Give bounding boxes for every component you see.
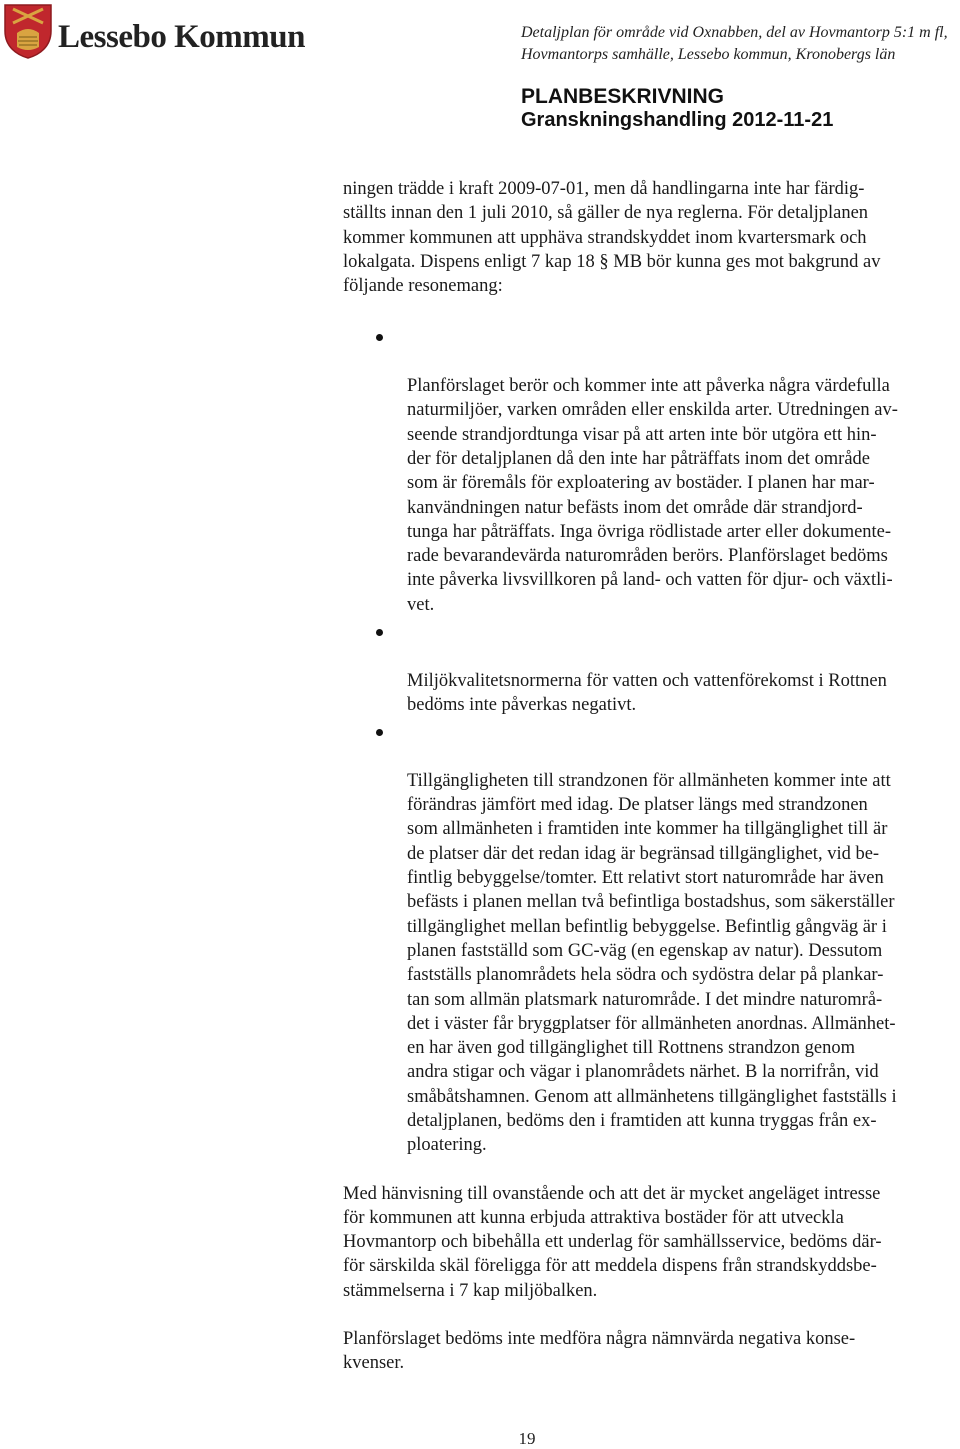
logo-text: Lessebo Kommun xyxy=(58,19,305,55)
bullet-icon xyxy=(376,629,383,636)
page-header xyxy=(0,0,960,140)
list-item-text: Planförslaget berör och kommer inte att påverka några värdefulla naturmiljöer, varken områden eller enskilda arter. Utredningen av- seende strandjordtunga visar på att arten inte bör utgöra ett hin- der för detaljplanen då den inte har påträffats inom det område som är föremåls för exploatering av bostäder. I planen har mar- kanvändningen natur befästs inom det område där strandjord- tunga har påträffats. Inga övriga rödlistade arter eller dokumente- rade bevarandevärda naturområden berörs. Planförslaget bedöms inte påverka livsvillkoren på land- och vatten för djur- och växtli- vet. xyxy=(407,376,898,615)
list-item-text: Tillgängligheten till strandzonen för allmänheten kommer inte att förändras jämfört med idag. De platser längs med strandzonen som allmänheten i framtiden inte kommer ha tillgänglighet till är de platser där det redan idag är begränsad tillgänglighet, vid be- fintlig bebyggelse/tomter. Ett relativt stort naturområde har även befästs i planen mellan två befintliga bostadshus, som säkerställer tillgänglighet mellan befintlig bebyggelse. Befintlig gångväg är i planen fastställd som GC-väg (en egenskap av natur). Dessutom fastställs planområdets hela södra och sydöstra delar på plankar- tan som allmän platsmark naturområde. I det mindre naturområ- det i väster får bryggplatser för allmänheten anordnas. Allmänhet- en har även god tillgänglighet till Rottnens strandzon genom andra stigar och vägar i planområdets närhet. B la norrifrån, vid småbåtshamnen. Genom att allmänhetens tillgänglighet fastställs i detaljplanen, bedöms den i framtiden att kunna tryggas från ex- ploatering. xyxy=(407,770,897,1156)
page-title: PLANBESKRIVNING xyxy=(521,85,725,108)
bullet-icon xyxy=(376,729,383,736)
reasoning-list xyxy=(343,325,955,1157)
document-reference-line-1: Detaljplan för område vid Oxnabben, del av Hovmantorp 5:1 m fl, xyxy=(521,24,948,41)
page-number: 19 xyxy=(518,1429,536,1448)
list-item xyxy=(343,720,955,1157)
bullet-icon xyxy=(376,334,383,341)
list-item-text: Miljökvalitetsnormerna för vatten och vattenförekomst i Rottnen bedöms inte påverkas negativt. xyxy=(407,670,887,715)
final-paragraph: Planförslaget bedöms inte medföra några nämnvärda negativa konse- kvenser. xyxy=(343,1329,856,1374)
municipality-logo xyxy=(3,3,323,59)
page-subtitle: Granskningshandling 2012-11-21 xyxy=(521,109,834,131)
conclusion-paragraph: Med hänvisning till ovanstående och att det är mycket angeläget intresse för kommunen att kunna erbjuda attraktiva bostäder för att utveckla Hovmantorp och bibehålla ett underlag för samhällsservice, bedöms där- för särskilda skäl föreligga för att meddela dispens från strandskyddsbe- stämmelserna i 7 kap miljöbalken. xyxy=(343,1183,882,1301)
list-item xyxy=(343,620,955,717)
intro-paragraph: ningen trädde i kraft 2009-07-01, men då handlingarna inte har färdig- ställts innan den 1 juli 2010, så gäller de nya reglerna. För detaljplanen kommer kommunen att upphäva strandskyddet inom kvartersmark och lokalgata. Dispens enligt 7 kap 18 § MB bör kunna ges mot bakgrund av följande resonemang: xyxy=(343,179,881,297)
document-reference xyxy=(521,22,951,66)
coat-of-arms-icon xyxy=(3,3,53,59)
document-body xyxy=(343,177,955,1376)
list-item xyxy=(343,325,955,617)
document-reference-line-2: Hovmantorps samhälle, Lessebo kommun, Kronobergs län xyxy=(521,46,896,63)
